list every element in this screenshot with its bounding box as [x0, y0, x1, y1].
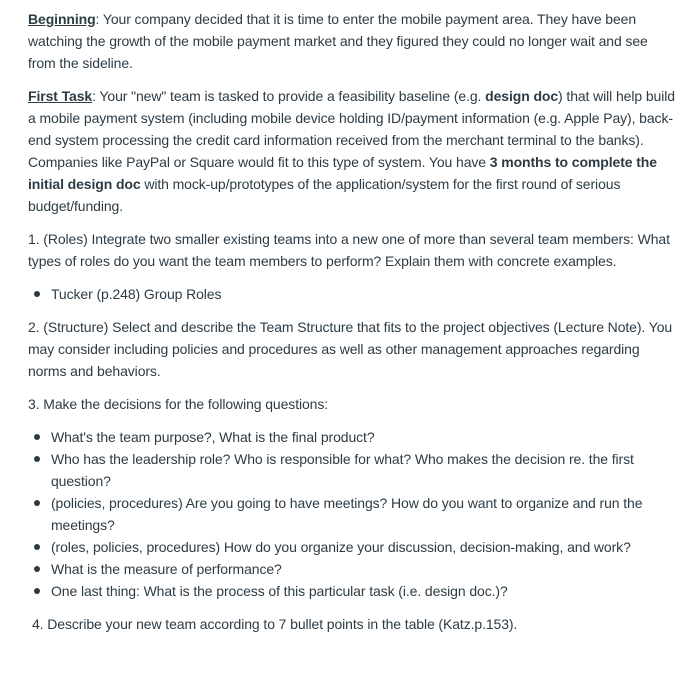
list-item: Tucker (p.248) Group Roles	[51, 283, 678, 305]
beginning-label: Beginning	[28, 11, 96, 27]
first-task-text-1: : Your "new" team is tasked to provide a feasibility baseline (e.g.	[92, 88, 486, 104]
first-task-paragraph	[28, 85, 678, 217]
first-task-bold-1: design doc	[485, 88, 559, 104]
first-task-text-2: ) that will help build a mobile payment system (including mobile device holding ID/payment information (e.g. Apple Pay), back-end system processing the credit card information received from the merchant terminal to the banks). Companies like PayPal or Square would fit to this type of system. You have	[28, 88, 675, 170]
list-item: One last thing: What is the process of this particular task (i.e. design doc.)?	[51, 580, 678, 602]
list-item: Who has the leadership role? Who is responsible for what? Who makes the decision re. the first question?	[51, 448, 678, 492]
question-3-bullets	[28, 426, 678, 602]
question-2: 2. (Structure) Select and describe the Team Structure that fits to the project objectives (Lecture Note). You may consider including policies and procedures as well as other management approaches regarding norms and behaviors.	[28, 319, 673, 379]
question-3: 3. Make the decisions for the following questions:	[28, 396, 329, 412]
list-item: (roles, policies, procedures) How do you organize your discussion, decision-making, and work?	[51, 536, 678, 558]
question-4: 4. Describe your new team according to 7 bullet points in the table (Katz.p.153).	[32, 616, 518, 632]
beginning-text: : Your company decided that it is time to enter the mobile payment area. They have been watching the growth of the mobile payment market and they figured they could no longer wait and see from the sideline.	[28, 11, 648, 71]
first-task-bold-2: 3 months to complete the initial design doc	[28, 154, 657, 192]
question-1: 1. (Roles) Integrate two smaller existing teams into a new one of more than several team members: What types of roles do you want the team members to perform? Explain them with concrete examples.	[28, 231, 670, 269]
beginning-paragraph	[28, 8, 678, 74]
first-task-label: First Task	[28, 88, 93, 104]
assignment-document	[28, 8, 678, 646]
list-item: (policies, procedures) Are you going to have meetings? How do you want to organize and run the meetings?	[51, 492, 678, 536]
question-1-bullets	[28, 283, 678, 305]
list-item: What is the measure of performance?	[51, 558, 678, 580]
first-task-text-3: with mock-up/prototypes of the application/system for the first round of serious budget/funding.	[28, 176, 621, 214]
list-item: What's the team purpose?, What is the final product?	[51, 426, 678, 448]
